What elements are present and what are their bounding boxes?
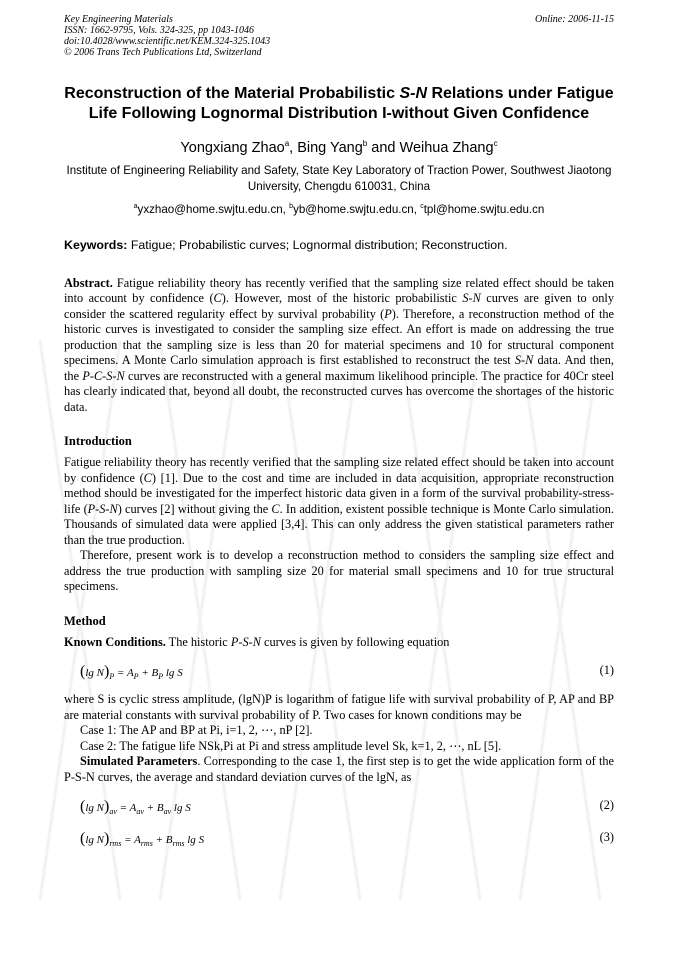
equation-2 bbox=[64, 795, 614, 817]
authors: Yongxiang Zhao$^a$, Bing Yang$^b$ and Weihua Zhang$^c$ bbox=[180, 139, 498, 156]
journal-name: Key Engineering Materials bbox=[64, 14, 173, 25]
intro-paragraph-2: Therefore, present work is to develop a reconstruction method to considers the sampling size effect and address the true production with sampling size 20 for material small specimens and 10 for true structural specimens. bbox=[64, 548, 614, 594]
paper-title: Reconstruction of the Material Probabilistic S-N Relations under Fatigue Life Following Lognormal Distribution I-without Given Confidence bbox=[64, 85, 614, 122]
author-emails: $^a$yxzhao@home.swjtu.edu.cn, $^b$yb@home.swjtu.edu.cn, $^c$tpl@home.swjtu.edu.cn bbox=[133, 202, 545, 216]
doi: doi:10.4028/www.scientific.net/KEM.324-325.1043 bbox=[64, 36, 271, 47]
equation-1 bbox=[64, 660, 614, 682]
issn: ISSN: 1662-9795, Vols. 324-325, pp 1043-1046 bbox=[64, 25, 254, 36]
institution: Institute of Engineering Reliability and Safety, State Key Laboratory of Traction Power, Southwest Jiaotong University, Chengdu 610031, China bbox=[66, 163, 612, 193]
journal-header bbox=[64, 14, 614, 58]
online-date: Online: 2006-11-15 bbox=[535, 14, 614, 25]
equation-1-number: (1) bbox=[599, 663, 614, 678]
known-conditions: Known Conditions. The historic P-S-N curves is given by following equation bbox=[64, 634, 450, 649]
abstract: Abstract. Fatigue reliability theory has recently verified that the sampling size related effect should be taken into account by confidence (C). However, most of the historic probabilistic S-N curves are given to only consider the scattered regularity effect by survival probability (P). Therefore, a reconstruction method of the historic curves is investigated to consider the sampling size effect. An effort is made on addressing the true production that the sampling size is less than 20 for material specimens and 10 for structural component specimens. A Monte Carlo simulation approach is first established to reconstruct the test S-N data. And then, the P-C-S-N curves are reconstructed with a general maximum likelihood principle. The practice for 40Cr steel has clearly indicated that, beyond all doubt, the reconstructed curves has overcome the shortages of the historic data. bbox=[64, 275, 614, 414]
copyright: © 2006 Trans Tech Publications Ltd, Switzerland bbox=[64, 47, 262, 58]
equation-1-explanation: where S is cyclic stress amplitude, (lgN)P is logarithm of fatigue life with survival probability of P, AP and BP are material constants with survival probability of P. Two cases for known conditions may be bbox=[64, 692, 614, 722]
method-heading: Method bbox=[64, 613, 106, 628]
simulated-parameters: Simulated Parameters. Corresponding to the case 1, the first step is to get the wide application form of the P-S-N curves, the average and standard deviation curves of the lgN, as bbox=[64, 754, 614, 784]
case-2: Case 2: The fatigue life NSk,Pi at Pi and stress amplitude level Sk, k=1, 2, ⋯, nL [5]. bbox=[80, 738, 502, 753]
equation-1-formula: (lg $N)_P = A_P + B_P$ lg S bbox=[80, 663, 183, 682]
equation-3-number: (3) bbox=[599, 830, 614, 845]
equation-2-number: (2) bbox=[599, 798, 614, 813]
case-1: Case 1: The AP and BP at Pi, i=1, 2, ⋯, nP [2]. bbox=[80, 723, 313, 738]
equation-3 bbox=[64, 827, 614, 849]
keywords: Keywords: Fatigue; Probabilistic curves; Lognormal distribution; Reconstruction. bbox=[64, 237, 508, 252]
intro-paragraph-1: Fatigue reliability theory has recently verified that the sampling size related effect should be taken into account by confidence (C) [1]. Due to the cost and time are included in data acquisition, appropriate reconstruction method should be investigated for the imperfect historic data given in a form of the survival probability-stress-life (P-S-N) curves [2] without giving the C. In addition, existent possible technique is Monte Carlo simulation. Thousands of simulated data were applied [3,4]. This can only address the given statistical parameters rather than the true production. bbox=[64, 455, 614, 547]
equation-3-formula: (lg $N)_{rms} = A_{rms} + B_{rms}$ lg S bbox=[80, 830, 205, 849]
introduction-heading: Introduction bbox=[64, 434, 132, 449]
equation-2-formula: (lg $N)_{av} = A_{av} + B_{av}$ lg S bbox=[80, 798, 191, 817]
